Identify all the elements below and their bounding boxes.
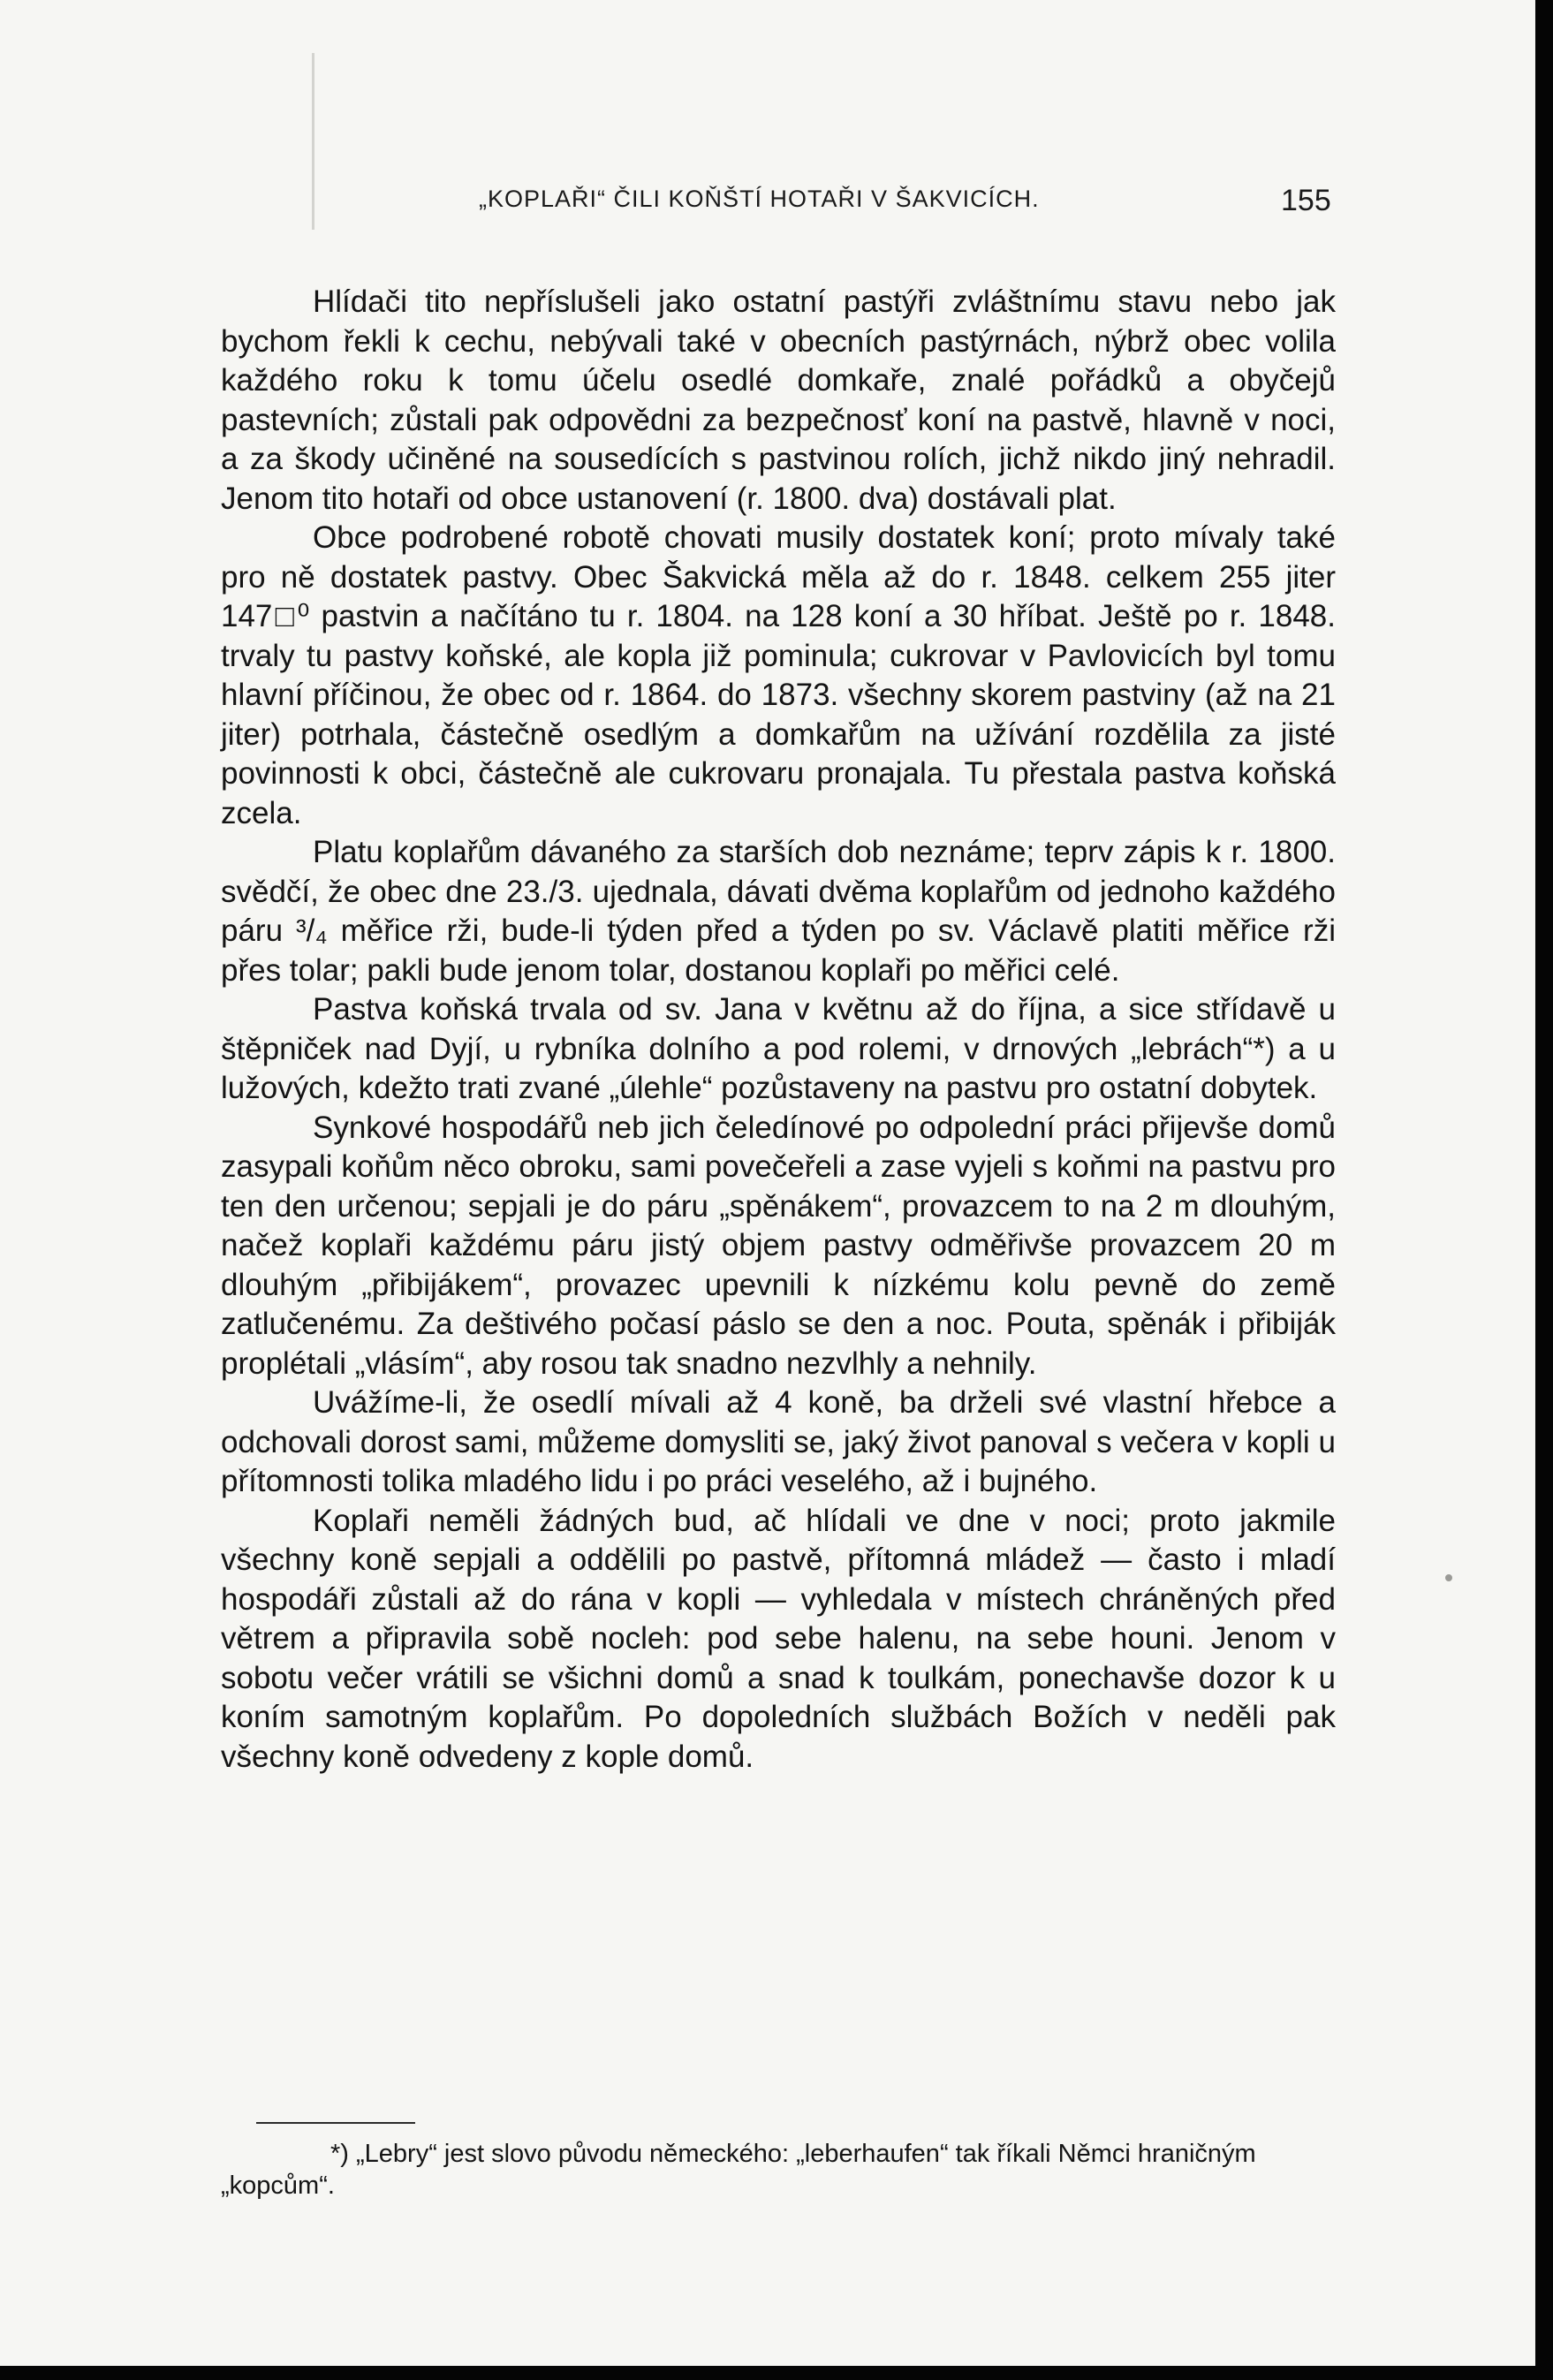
- paragraph-1: Hlídači tito nepříslušeli jako ostatní pastýři zvláštnímu stavu nebo jak bychom řekli k cechu, nebývali také v obecních pastýrnách, nýbrž obec volila každého roku k tomu účelu osedlé domkaře, znalé pořádků a obyčejů pastevních; zůstali pak odpovědni za bezpečnosť koní na pastvě, hlavně v noci, a za škody učiněné na sousedících s pastvinou rolích, jichž nikdo jiný nehradil. Jenom tito hotaři od obce ustanovení (r. 1800. dva) dostávali plat.: [221, 284, 1336, 516]
- scan-speck: [1445, 1574, 1452, 1581]
- running-title: „KOPLAŘI“ ČILI KOŇŠTÍ HOTAŘI V ŠAKVICÍCH.: [479, 186, 1040, 212]
- footnote: *) „Lebry“ jest slovo původu německého: „leberhaufen“ tak říkali Němci hraničným „kopcům“.: [221, 2140, 1256, 2200]
- scan-border-bottom: [0, 2366, 1553, 2380]
- paragraph-3: Platu koplařům dávaného za starších dob neznáme; teprv zápis k r. 1800. svědčí, že obec dne 23./3. ujednala, dávati dvěma koplařům od jednoho každého páru ³/₄ měřice rži, bude-li týden před a týden po sv. Václavě platiti měřice rži přes tolar; pakli bude jenom tolar, dostanou koplaři po měřici celé.: [221, 835, 1336, 988]
- page-number: 155: [1281, 184, 1331, 217]
- paragraph-7: Koplaři neměli žádných bud, ač hlídali ve dne v noci; proto jakmile všechny koně sepjali a oddělili po pastvě, přítomná mládež — často i mladí hospodáři zůstali až do rána v kopli — vyhledala v místech chráněných před větrem a připravila sobě nocleh: pod sebe halenu, na sebe houni. Jenom v sobotu večer vrátili se všichni domů a snad k toulkám, ponechavše dozor k u koním samotným koplařům. Po dopoledních službách Božích v neděli pak všechny koně odvedeny z kople domů.: [221, 1503, 1336, 1774]
- paragraph-2: Obce podrobené robotě chovati musily dostatek koní; proto mívaly také pro ně dostatek pastvy. Obec Šakvická měla až do r. 1848. celkem 255 jiter 147□⁰ pastvin a načítáno tu r. 1804. na 128 koní a 30 hříbat. Ještě po r. 1848. trvaly tu pastvy koňské, ale kopla již pominula; cukrovar v Pavlovicích byl tomu hlavní příčinou, že obec od r. 1864. do 1873. všechny skorem pastviny (až na 21 jiter) potrhala, částečně osedlým a domkařům na užívání rozdělila za jisté povinnosti k obci, částečně ale cukrovaru pronajala. Tu přestala pastva koňská zcela.: [221, 520, 1336, 830]
- paragraph-4: Pastva koňská trvala od sv. Jana v květnu až do října, a sice střídavě u štěpniček nad Dyjí, u rybníka dolního a pod rolemi, v drnových „lebrách“*) a u lužových, kdežto trati zvané „úlehle“ pozůstaveny na pastvu pro ostatní dobytek.: [221, 992, 1336, 1105]
- paragraph-5: Synkové hospodářů neb jich čeledínové po odpolední práci přijevše domů zasypali koňům něco obroku, sami povečeřeli a zase vyjeli s koňmi na pastvu pro ten den určenou; sepjali je do páru „spěnákem“, provazcem to na 2 m dlouhým, načež koplaři každému páru jistý objem pastvy odměřivše provazcem 20 m dlouhým „přibijákem“, provazec upevnili k nízkému kolu pevně do země zatlučenému. Za deštivého počasí páslo se den a noc. Pouta, spěnák i přibiják proplétali „vlásím“, aby rosou tak snadno nezvlhly a nehnily.: [221, 1110, 1336, 1381]
- footnote-divider: [256, 2122, 415, 2124]
- paragraph-6: Uvážíme-li, že osedlí mívali až 4 koně, ba drželi své vlastní hřebce a odchovali dorost sami, můžeme domysliti se, jaký život panoval s večera v kopli u přítomnosti tolika mladého lidu i po práci veselého, až i bujného.: [221, 1385, 1336, 1498]
- scan-crease: [312, 53, 314, 230]
- scan-border-right: [1535, 0, 1553, 2380]
- body-text: [221, 283, 1336, 1777]
